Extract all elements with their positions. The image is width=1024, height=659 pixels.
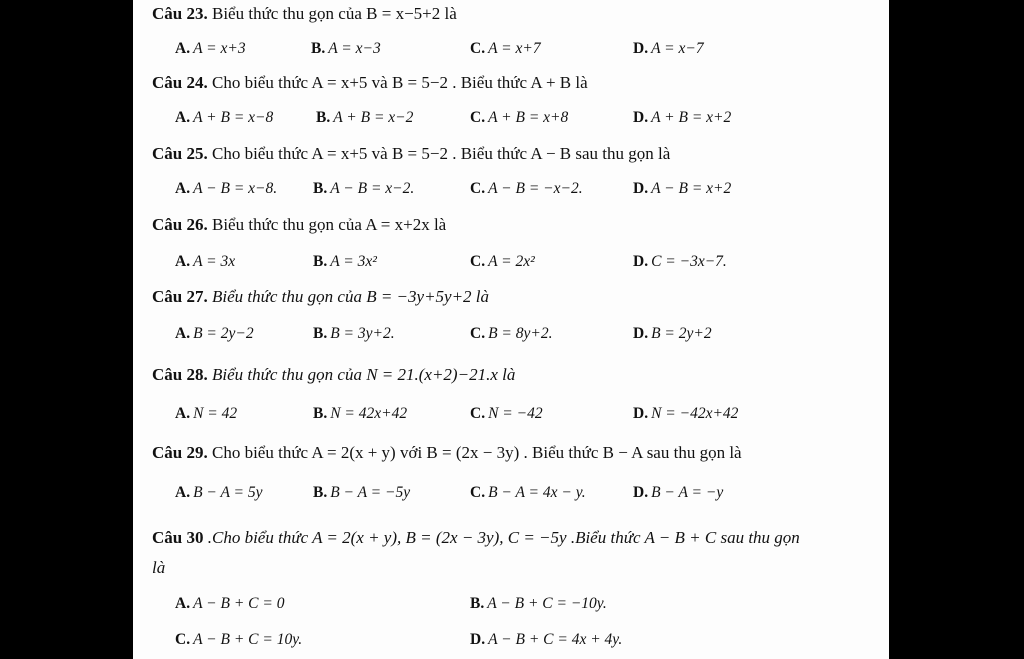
option-29-d[interactable]: D. B − A = −y (633, 484, 724, 501)
question-label: Câu 28. (152, 365, 208, 384)
option-24-a[interactable]: A. A + B = x−8 (175, 109, 274, 126)
option-27-a[interactable]: A. B = 2y−2 (175, 325, 254, 342)
option-24-c[interactable]: C. A + B = x+8 (470, 109, 569, 126)
option-30-b[interactable]: B. A − B + C = −10y. (470, 595, 607, 612)
question-24 (152, 73, 588, 93)
option-28-b[interactable]: B. N = 42x+42 (313, 405, 408, 422)
question-25 (152, 144, 670, 164)
option-23-b[interactable]: B. A = x−3 (311, 40, 381, 57)
question-30-continuation: là (152, 558, 166, 577)
question-label: Câu 27. (152, 287, 208, 306)
question-stem: Biểu thức thu gọn của N = 21.(x+2)−21.x là (207, 365, 516, 384)
option-29-b[interactable]: B. B − A = −5y (313, 484, 411, 501)
question-23 (152, 4, 457, 24)
option-28-a[interactable]: A. N = 42 (175, 405, 238, 422)
option-26-c[interactable]: C. A = 2x² (470, 253, 535, 270)
option-26-d[interactable]: D. C = −3x−7. (633, 253, 727, 270)
option-26-a[interactable]: A. A = 3x (175, 253, 236, 270)
option-27-c[interactable]: C. B = 8y+2. (470, 325, 553, 342)
question-label: Câu 30 (152, 528, 204, 547)
question-label: Câu 23. (152, 4, 208, 23)
option-23-c[interactable]: C. A = x+7 (470, 40, 541, 57)
option-26-b[interactable]: B. A = 3x² (313, 253, 377, 270)
question-28 (152, 365, 515, 385)
option-24-b[interactable]: B. A + B = x−2 (316, 109, 414, 126)
option-27-b[interactable]: B. B = 3y+2. (313, 325, 395, 342)
option-27-d[interactable]: D. B = 2y+2 (633, 325, 712, 342)
question-29 (152, 443, 742, 463)
question-stem: Cho biểu thức A = x+5 và B = 5−2 . Biểu thức A + B là (207, 73, 588, 92)
option-29-c[interactable]: C. B − A = 4x − y. (470, 484, 586, 501)
question-label: Câu 26. (152, 215, 208, 234)
option-25-a[interactable]: A. A − B = x−8. (175, 180, 278, 197)
question-stem: Cho biểu thức A = 2(x + y) với B = (2x − 3y) . Biểu thức B − A sau thu gọn là (207, 443, 742, 462)
question-26 (152, 215, 446, 235)
question-stem: Biểu thức thu gọn của B = −3y+5y+2 là (207, 287, 490, 306)
question-stem: Biểu thức thu gọn của A = x+2x là (207, 215, 447, 234)
option-30-d[interactable]: D. A − B + C = 4x + 4y. (470, 631, 623, 648)
question-stem: Biểu thức thu gọn của B = x−5+2 là (207, 4, 457, 23)
option-29-a[interactable]: A. B − A = 5y (175, 484, 263, 501)
option-25-b[interactable]: B. A − B = x−2. (313, 180, 415, 197)
question-label: Câu 24. (152, 73, 208, 92)
worksheet-page (133, 0, 889, 659)
question-stem: Cho biểu thức A = x+5 và B = 5−2 . Biểu thức A − B sau thu gọn là (207, 144, 671, 163)
question-stem: .Cho biểu thức A = 2(x + y), B = (2x − 3y), C = −5y .Biểu thức A − B + C sau thu gọn (203, 528, 800, 547)
question-label: Câu 29. (152, 443, 208, 462)
option-23-a[interactable]: A. A = x+3 (175, 40, 246, 57)
question-30 (152, 528, 800, 548)
option-30-c[interactable]: C. A − B + C = 10y. (175, 631, 303, 648)
option-25-d[interactable]: D. A − B = x+2 (633, 180, 732, 197)
option-23-d[interactable]: D. A = x−7 (633, 40, 704, 57)
option-24-d[interactable]: D. A + B = x+2 (633, 109, 732, 126)
question-27 (152, 287, 489, 307)
option-30-a[interactable]: A. A − B + C = 0 (175, 595, 285, 612)
question-label: Câu 25. (152, 144, 208, 163)
option-28-c[interactable]: C. N = −42 (470, 405, 543, 422)
option-28-d[interactable]: D. N = −42x+42 (633, 405, 739, 422)
option-25-c[interactable]: C. A − B = −x−2. (470, 180, 583, 197)
